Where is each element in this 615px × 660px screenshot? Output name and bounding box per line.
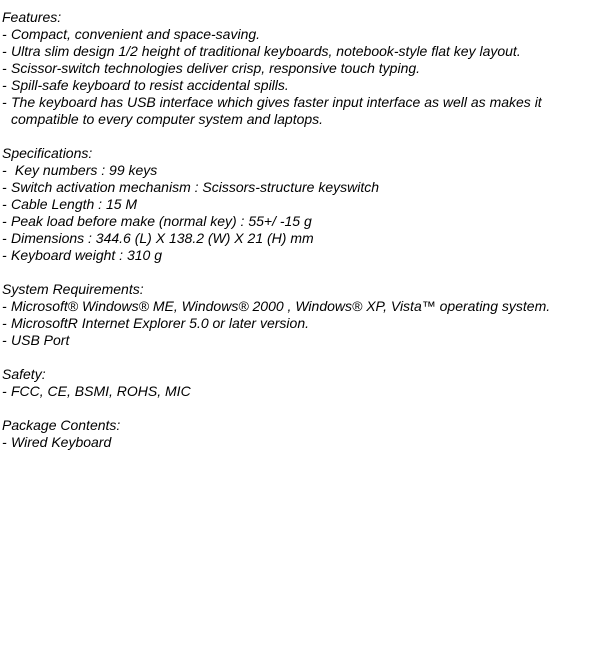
list-item: [2, 383, 613, 400]
list-item: [2, 179, 613, 196]
item-text: Keyboard weight : 310 g: [11, 247, 162, 263]
item-text: The keyboard has USB interface which gives faster input interface as well as makes it compatible to every computer system and laptops.: [11, 94, 546, 127]
specifications-list: [2, 162, 613, 264]
item-text: Wired Keyboard: [11, 434, 112, 450]
list-item: [2, 196, 613, 213]
item-text: FCC, CE, BSMI, ROHS, MIC: [11, 383, 191, 399]
item-text: USB Port: [11, 332, 70, 348]
item-text: Spill-safe keyboard to resist accidental spills.: [11, 77, 289, 93]
list-item: [2, 298, 613, 315]
list-item: [2, 43, 613, 60]
dash-bullet: -: [2, 247, 7, 263]
dash-bullet: -: [2, 179, 7, 195]
dash-bullet: -: [2, 230, 7, 246]
list-item: [2, 230, 613, 247]
item-text: Cable Length : 15 M: [11, 196, 138, 212]
safety-list: [2, 383, 613, 400]
item-text: Switch activation mechanism : Scissors-structure keyswitch: [11, 179, 379, 195]
dash-bullet: -: [2, 315, 7, 331]
item-text: Compact, convenient and space-saving.: [11, 26, 261, 42]
list-item: [2, 213, 613, 230]
specifications-section: [2, 145, 613, 264]
dash-bullet: -: [2, 60, 7, 76]
dash-bullet: -: [2, 26, 7, 42]
list-item: [2, 247, 613, 264]
dash-bullet: -: [2, 196, 7, 212]
item-text: MicrosoftR Internet Explorer 5.0 or later version.: [11, 315, 310, 331]
item-text: Microsoft® Windows® ME, Windows® 2000 , Windows® XP, Vista™ operating system.: [11, 298, 551, 314]
section-heading: System Requirements:: [2, 281, 144, 297]
dash-bullet: -: [2, 213, 7, 229]
item-text: Scissor-switch technologies deliver crisp, responsive touch typing.: [11, 60, 421, 76]
section-heading: Specifications:: [2, 145, 93, 161]
item-text: Key numbers : 99 keys: [11, 162, 158, 178]
dash-bullet: -: [2, 162, 7, 178]
package-contents-section: [2, 417, 613, 451]
section-heading: Features:: [2, 9, 62, 25]
section-heading: Safety:: [2, 366, 46, 382]
features-section: [2, 9, 613, 128]
item-text: Dimensions : 344.6 (L) X 138.2 (W) X 21 (H) mm: [11, 230, 314, 246]
dash-bullet: -: [2, 77, 7, 93]
dash-bullet: -: [2, 434, 7, 450]
list-item: [2, 77, 613, 94]
section-heading: Package Contents:: [2, 417, 121, 433]
item-text: Peak load before make (normal key) : 55+/ -15 g: [11, 213, 312, 229]
list-item: [2, 332, 613, 349]
item-text: Ultra slim design 1/2 height of traditional keyboards, notebook-style flat key layout.: [11, 43, 521, 59]
list-item: [2, 434, 613, 451]
safety-section: [2, 366, 613, 400]
list-item: [2, 60, 613, 77]
package-contents-list: [2, 434, 613, 451]
list-item: [2, 162, 613, 179]
list-item: [2, 315, 613, 332]
system-requirements-list: [2, 298, 613, 349]
dash-bullet: -: [2, 383, 7, 399]
features-list: [2, 26, 613, 128]
dash-bullet: -: [2, 298, 7, 314]
product-description: [2, 9, 613, 468]
dash-bullet: -: [2, 94, 7, 110]
system-requirements-section: [2, 281, 613, 349]
list-item: [2, 94, 613, 128]
list-item: [2, 26, 613, 43]
dash-bullet: -: [2, 43, 7, 59]
dash-bullet: -: [2, 332, 7, 348]
